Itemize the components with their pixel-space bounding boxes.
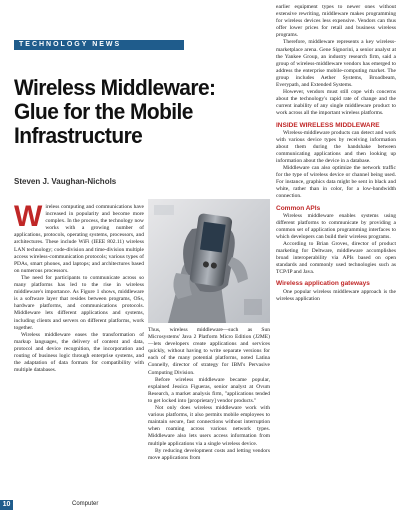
column-2 — [148, 327, 270, 462]
section-heading: INSIDE WIRELESS MIDDLEWARE — [276, 121, 380, 129]
paragraph: Before wireless middleware became popular, explained Jessica Figueras, senior analyst at Ovum Research, a market analysis firm, "applications tended to get locked into [proprietary] vendor products." — [148, 376, 270, 404]
column-1 — [14, 200, 144, 374]
paragraph: Not only does wireless middleware work with various platforms, it also permits mobile employees to maintain secure, fast connections without interruption when roaming across various network types. Middleware also lets users access information from multiple applications via a single wireless device. — [148, 405, 270, 447]
paragraph: Wireless middleware enables systems using different platforms to communicate by providing a common set of application programming interfaces to which developers can build their wireless programs. — [276, 212, 396, 240]
paragraph: The need for participants to communicate across so many platforms has led to the rise in wireless middleware's importance. As Figure 1 shows, middleware is a software layer that resides between programs, OSs, hardware platforms, and communications protocols. Middleware lets different applications and systems, including clients and servers on different platforms, work together. — [14, 274, 144, 331]
paragraph: Therefore, middleware represents a key wireless-marketplace arena. Gene Signorini, a senior analyst at the Yankee Group, an industry research firm, said a group of wireless-middleware vendors has emerged to address the enterprise mobile-computing market. The group includes Aether Systems, Broadbeam, Everypath, and Extended Systems. — [276, 39, 396, 89]
subsection-heading: Wireless application gateways — [276, 280, 370, 288]
paragraph: ireless computing and communications have increased in popularity and become more complex. In the process, the technology now works with a growing number of applications, protocols, operating systems, processors, and architectures. These include WiFi (IEEE 802.11) wireless LAN technology; code-division and time-division multiple access wireless-communication protocols; various types of PDAs, smart phones, and laptops; and architectures based on numerous processors. — [14, 204, 144, 274]
paragraph: Middleware can also optimize the network traffic for the type of wireless device or channel being used. For instance, graphics data might be sent in black and white, rather than in color, for a low-bandwidth connection. — [276, 165, 396, 200]
column-3 — [276, 4, 396, 303]
paragraph: Wireless-middleware products can detect and work with various device types by receiving information about them during the handshake between communicating applications and then looking up information about the device in a database. — [276, 129, 396, 164]
publication-footer: Computer — [72, 501, 99, 507]
section-banner — [14, 40, 184, 50]
paragraph: One popular wireless middleware approach is the wireless application — [276, 288, 396, 302]
paragraph: By reducing development costs and letting vendors move applications from — [148, 447, 270, 461]
hand-holding-device-image — [148, 199, 270, 323]
subsection-heading: Common APIs — [276, 204, 321, 212]
byline: Steven J. Vaughan-Nichols — [14, 177, 117, 186]
drop-cap: W — [14, 200, 43, 233]
article-title: Wireless Middleware: Glue for the Mobile Infrastructure — [14, 75, 216, 148]
page-number-badge — [0, 500, 13, 510]
section-label: TECHNOLOGY NEWS — [19, 41, 122, 48]
page-number: 10 — [2, 501, 11, 508]
paragraph: Wireless middleware eases the transformation of markup languages, the delivery of content and data, protocol and device recognition, the incorporation and routing of business logic through enterprise systems, and the adaptation of data formats for compatibility with multiple databases. — [14, 331, 144, 374]
paragraph: However, vendors must still cope with concerns about the technology's rapid rate of change and the current inability of any single middleware product to work across all the important wireless platforms. — [276, 89, 396, 117]
hand-device-photo — [148, 199, 270, 323]
paragraph: According to Brian Groves, director of product marketing for Deltware, middleware accomplishes broad interoperability via APIs based on open standards and commonly used technologies such as TCP/IP and Java. — [276, 241, 396, 276]
paragraph: earlier equipment types to newer ones without extensive rewriting, middleware makes programming for wireless devices less expensive. Vendors can thus offer lower prices for retail and business wireless programs. — [276, 4, 396, 39]
paragraph: Thus, wireless middleware—such as Sun Microsystems' Java 2 Platform Micro Edition (J2ME)—lets developers create applications and services quickly, without having to write separate versions for each of the many potential platforms, noted Latina Connelly, director of strategy for IBM's Pervasive Computing Division. — [148, 327, 270, 376]
